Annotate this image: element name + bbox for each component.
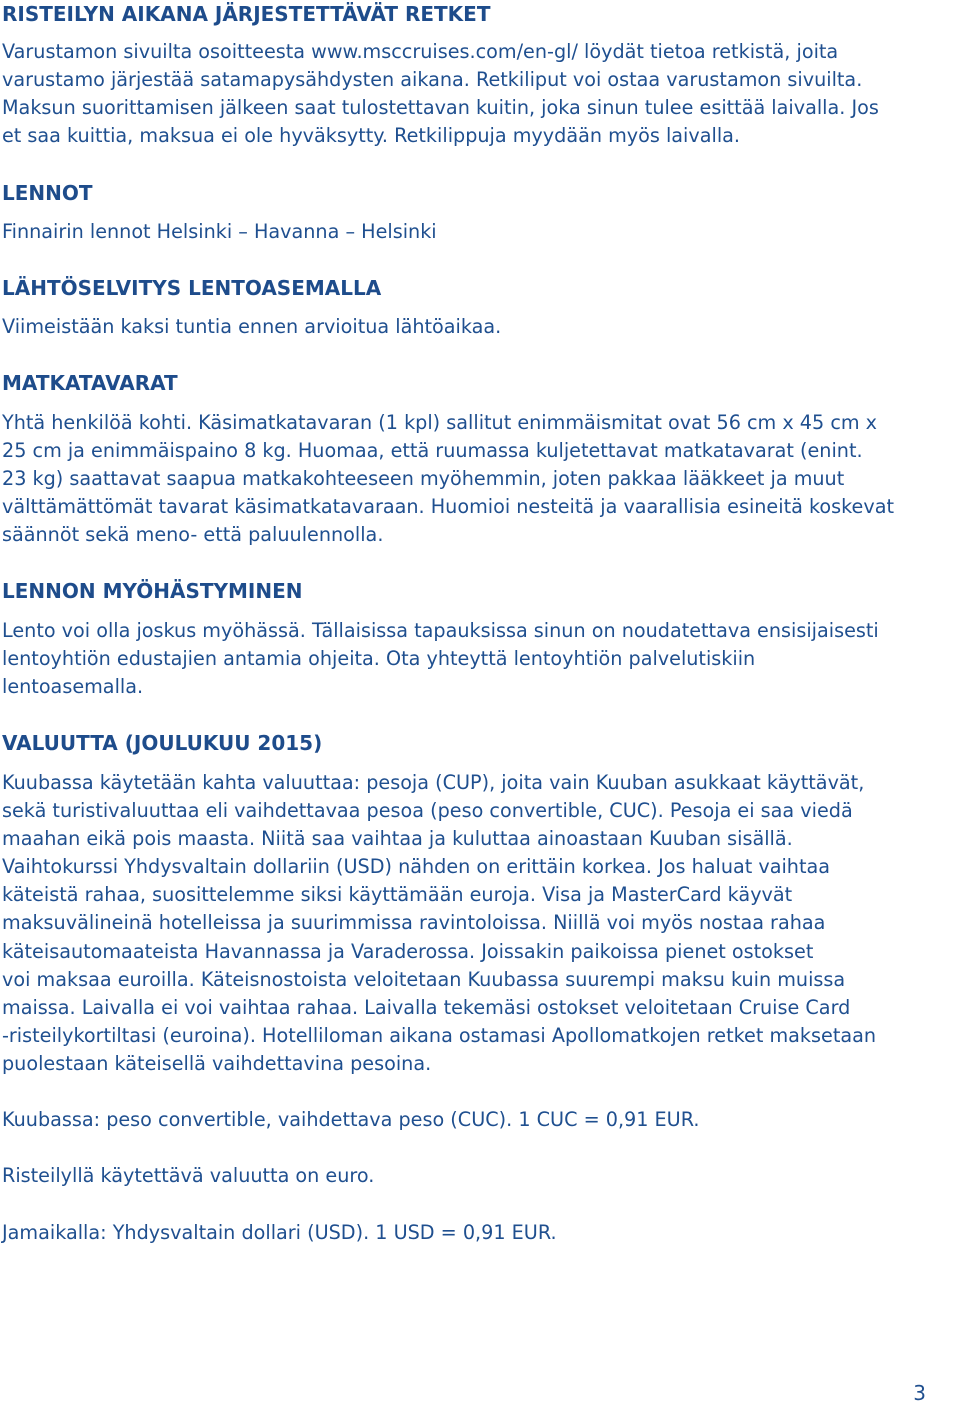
text-line: -risteilykortiltasi (euroina). Hotelliloman aikana ostamasi Apollomatkojen retket maksetaan <box>2 1023 877 1047</box>
section-heading: MATKATAVARAT <box>2 371 178 395</box>
text-line: Varustamon sivuilta osoitteesta www.msccruises.com/en-gl/ löydät tietoa retkistä, joita <box>2 40 839 63</box>
section-lahtoselvitys <box>2 274 501 341</box>
section-heading: LENNOT <box>2 181 93 205</box>
section-lennot <box>2 179 437 246</box>
text-line: välttämättömät tavarat käsimatkatavaraan. Huomioi nesteitä ja vaarallisia esineitä koskevat <box>2 495 894 519</box>
text-line: Finnairin lennot Helsinki – Havanna – Helsinki <box>2 220 437 243</box>
text-line: voi maksaa euroilla. Käteisnostoista veloitetaan Kuubassa suurempi maksu kuin muissa <box>2 967 846 991</box>
section-body <box>2 313 501 341</box>
text-line: maissa. Laivalla ei voi vaihtaa rahaa. Laivalla tekemäsi ostokset veloitetaan Cruise Card <box>2 995 851 1019</box>
text-line: 23 kg) saattavat saapua matkakohteeseen myöhemmin, joten pakkaa lääkkeet ja muut <box>2 467 845 491</box>
text-line: säännöt sekä meno- että paluulennolla. <box>2 523 384 547</box>
section-myohastyminen <box>2 577 879 701</box>
currency-note-cuba: Kuubassa: peso convertible, vaihdettava peso (CUC). 1 CUC = 0,91 EUR. <box>2 1108 700 1131</box>
section-heading: VALUUTTA (JOULUKUU 2015) <box>2 731 323 755</box>
section-valuutta <box>2 729 876 1078</box>
text-line: et saa kuittia, maksua ei ole hyväksytty. Retkilippuja myydään myös laivalla. <box>2 124 741 148</box>
section-body <box>2 617 879 701</box>
text-line: Lento voi olla joskus myöhässä. Tällaisissa tapauksissa sinun on noudatettava ensisijaisesti <box>2 619 879 642</box>
text-line: käteisautomaateista Havannassa ja Varaderossa. Joissakin paikoissa pienet ostokset <box>2 939 814 963</box>
page-number: 3 <box>913 1381 926 1405</box>
section-body <box>2 38 879 150</box>
section-heading: LÄHTÖSELVITYS LENTOASEMALLA <box>2 276 382 300</box>
text-line: Vaihtokurssi Yhdysvaltain dollariin (USD) nähden on erittäin korkea. Jos haluat vaihtaa <box>2 855 831 879</box>
section-matkatavarat <box>2 369 894 549</box>
text-line: Kuubassa käytetään kahta valuuttaa: pesoja (CUP), joita vain Kuuban asukkaat käyttävät, <box>2 771 865 794</box>
text-line: sekä turistivaluuttaa eli vaihdettavaa pesoa (peso convertible, CUC). Pesoja ei saa viedä <box>2 799 853 823</box>
text-line: lentoasemalla. <box>2 675 144 699</box>
section-body <box>2 409 894 549</box>
text-line: maksuvälineinä hotelleissa ja suurimmissa ravintoloissa. Niillä voi myös nostaa rahaa <box>2 911 826 935</box>
text-line: maahan eikä pois maasta. Niitä saa vaihtaa ja kuluttaa ainoastaan Kuuban sisällä. <box>2 827 793 851</box>
text-line: Yhtä henkilöä kohti. Käsimatkatavaran (1 kpl) sallitut enimmäismitat ovat 56 cm x 45 cm x <box>2 411 878 434</box>
text-line: puolestaan käteisellä vaihdettavina pesoina. <box>2 1051 432 1075</box>
section-body <box>2 769 876 1078</box>
section-retket <box>2 0 879 150</box>
text-line: Viimeistään kaksi tuntia ennen arvioitua lähtöaikaa. <box>2 315 502 338</box>
text-line: lentoyhtiön edustajien antamia ohjeita. Ota yhteyttä lentoyhtiön palvelutiskiin <box>2 647 756 671</box>
text-line: varustamo järjestää satamapysähdysten aikana. Retkiliput voi ostaa varustamon sivuilta. <box>2 68 863 92</box>
section-heading: RISTEILYN AIKANA JÄRJESTETTÄVÄT RETKET <box>2 2 491 26</box>
currency-note-jamaica: Jamaikalla: Yhdysvaltain dollari (USD). 1 USD = 0,91 EUR. <box>2 1221 557 1244</box>
section-heading: LENNON MYÖHÄSTYMINEN <box>2 579 303 603</box>
text-line: käteistä rahaa, suosittelemme siksi käyttämään euroja. Visa ja MasterCard käyvät <box>2 883 793 907</box>
section-body <box>2 218 437 246</box>
text-line: Maksun suorittamisen jälkeen saat tulostettavan kuitin, joka sinun tulee esittää laivalla. Jos <box>2 96 879 120</box>
currency-note-cruise: Risteilyllä käytettävä valuutta on euro. <box>2 1164 375 1187</box>
text-line: 25 cm ja enimmäispaino 8 kg. Huomaa, että ruumassa kuljetettavat matkatavarat (enint. <box>2 439 863 463</box>
